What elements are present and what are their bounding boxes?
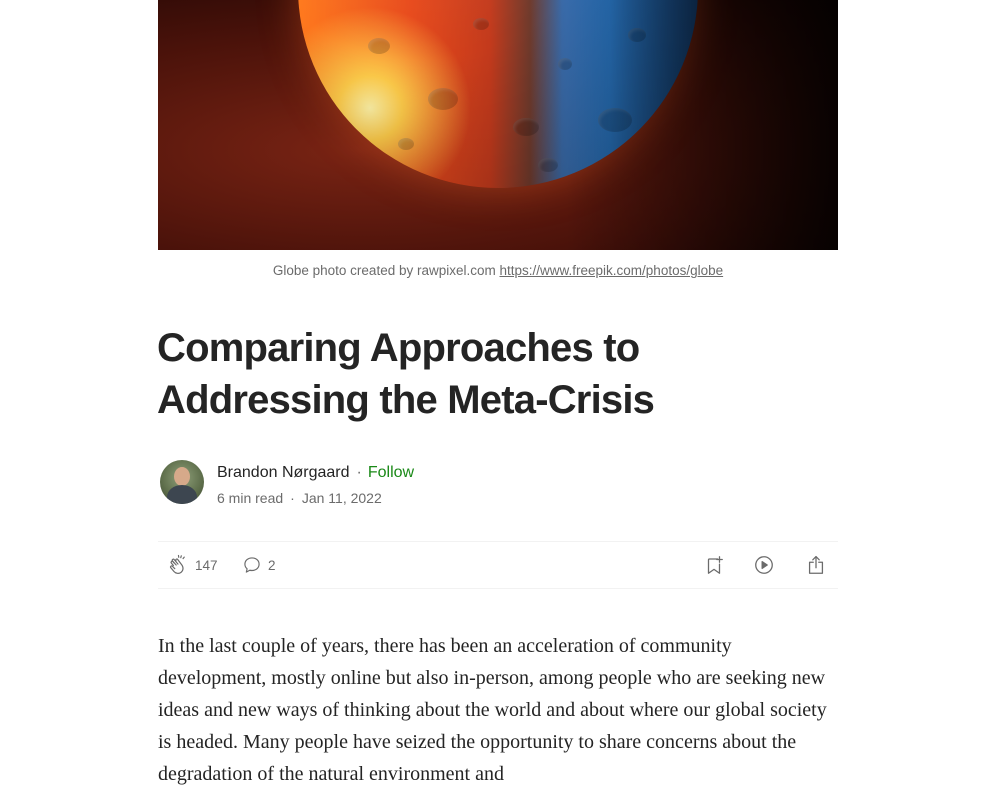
share-button[interactable] <box>805 554 827 576</box>
clap-button[interactable] <box>167 554 218 576</box>
bookmark-add-icon <box>703 554 725 576</box>
article-paragraph: In the last couple of years, there has been an acceleration of community development, mostly online but also in-person, among people who are seeking new ideas and new ways of thinking about the world and about where our global society is headed. Many people have seized the opportunity to share concerns about the degradation of the natural environment and <box>158 635 827 785</box>
caption-link[interactable]: https://www.freepik.com/photos/globe <box>499 263 724 278</box>
share-icon <box>805 554 827 576</box>
image-caption <box>158 262 838 280</box>
article-meta <box>217 489 382 507</box>
read-time: 6 min read <box>217 490 284 506</box>
responses-button[interactable] <box>242 554 276 576</box>
comment-icon <box>242 555 262 575</box>
author-name[interactable]: Brandon Nørgaard <box>217 464 350 481</box>
bookmark-button[interactable] <box>703 554 725 576</box>
listen-button[interactable] <box>753 554 775 576</box>
article-action-bar <box>158 541 838 589</box>
hero-image <box>158 0 838 250</box>
response-count: 2 <box>268 557 276 573</box>
play-icon <box>753 554 775 576</box>
follow-button[interactable]: Follow <box>367 464 415 481</box>
author-line <box>217 463 414 483</box>
clap-icon <box>167 554 189 576</box>
author-avatar[interactable] <box>160 460 204 504</box>
clap-count: 147 <box>195 557 218 573</box>
separator-dot: · <box>290 490 295 506</box>
author-block <box>160 460 840 508</box>
article-title: Comparing Approaches to Addressing the Meta-Crisis <box>157 326 655 422</box>
separator-dot: · <box>356 464 362 481</box>
publish-date: Jan 11, 2022 <box>301 490 382 506</box>
caption-text: Globe photo created by rawpixel.com <box>272 263 500 278</box>
